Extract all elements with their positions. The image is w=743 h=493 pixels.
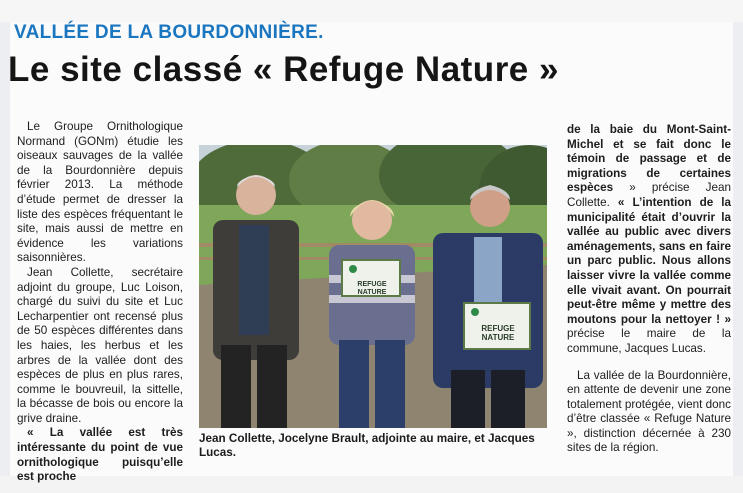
attribution-text: précise le maire de la commune, Jacques Lucas. <box>567 327 731 355</box>
paragraph: Le Groupe Ornithologique Normand (GONm) étudie les oiseaux sauvages de la vallée de la Bourdonnière depuis février 2013. La méthode d’étude permet de dresser la liste des espèces fréquentant le site, mais aussi de mettre en évidence les variations saisonnières. <box>17 120 183 265</box>
text-column-left <box>17 120 183 485</box>
article-headline: Le site classé « Refuge Nature » <box>8 50 559 89</box>
article-kicker: VALLÉE DE LA BOURDONNIÈRE. <box>14 22 324 43</box>
article-photo <box>199 145 547 428</box>
paragraph: La vallée de la Bourdonnière, en attente de devenir une zone totalement protégée, vient donc d’être classée « Refuge Nature », distinction décernée à 230 sites de la région. <box>567 368 731 455</box>
adjacent-page-bleed <box>0 0 743 22</box>
refuge-sign-text: REFUGE NATURE <box>481 324 515 342</box>
text-column-right <box>567 123 731 456</box>
quote-text: de la baie du Mont-Saint-Michel et se fait donc le témoin de passage et de migrations de certaines espèces <box>567 123 731 195</box>
paragraph: Jean Collette, secrétaire adjoint du groupe, Luc Loison, chargé du suivi du site et Luc Lecharpentier ont recensé plus de 50 espèces différentes dans les haies, les herbus et les arbres de la vallée dont des espèces de plus en plus rares, comme le bouvreuil, la sittelle, la bécasse de bois ou encore la grive draine. <box>17 265 183 425</box>
quote-paragraph: « La vallée est très intéressante du point de vue ornithologique puisqu’elle est proche <box>17 426 183 484</box>
attribution-text: » précise Jean Collette. <box>567 181 731 209</box>
quote-text: « L’intention de la municipalité était d’ouvrir la vallée au public avec divers aménagements, sans en faire un parc public. Nous allons laisser vivre la vallée comme elle vivait avant. On pourrait peut-être même y mettre des moutons pour la nettoyer ! » <box>567 195 731 326</box>
refuge-sign-text: REFUGE NATURE <box>357 281 387 296</box>
photo-caption: Jean Collette, Jocelyne Brault, adjointe au maire, et Jacques Lucas. <box>199 432 535 460</box>
paragraph <box>567 123 731 357</box>
